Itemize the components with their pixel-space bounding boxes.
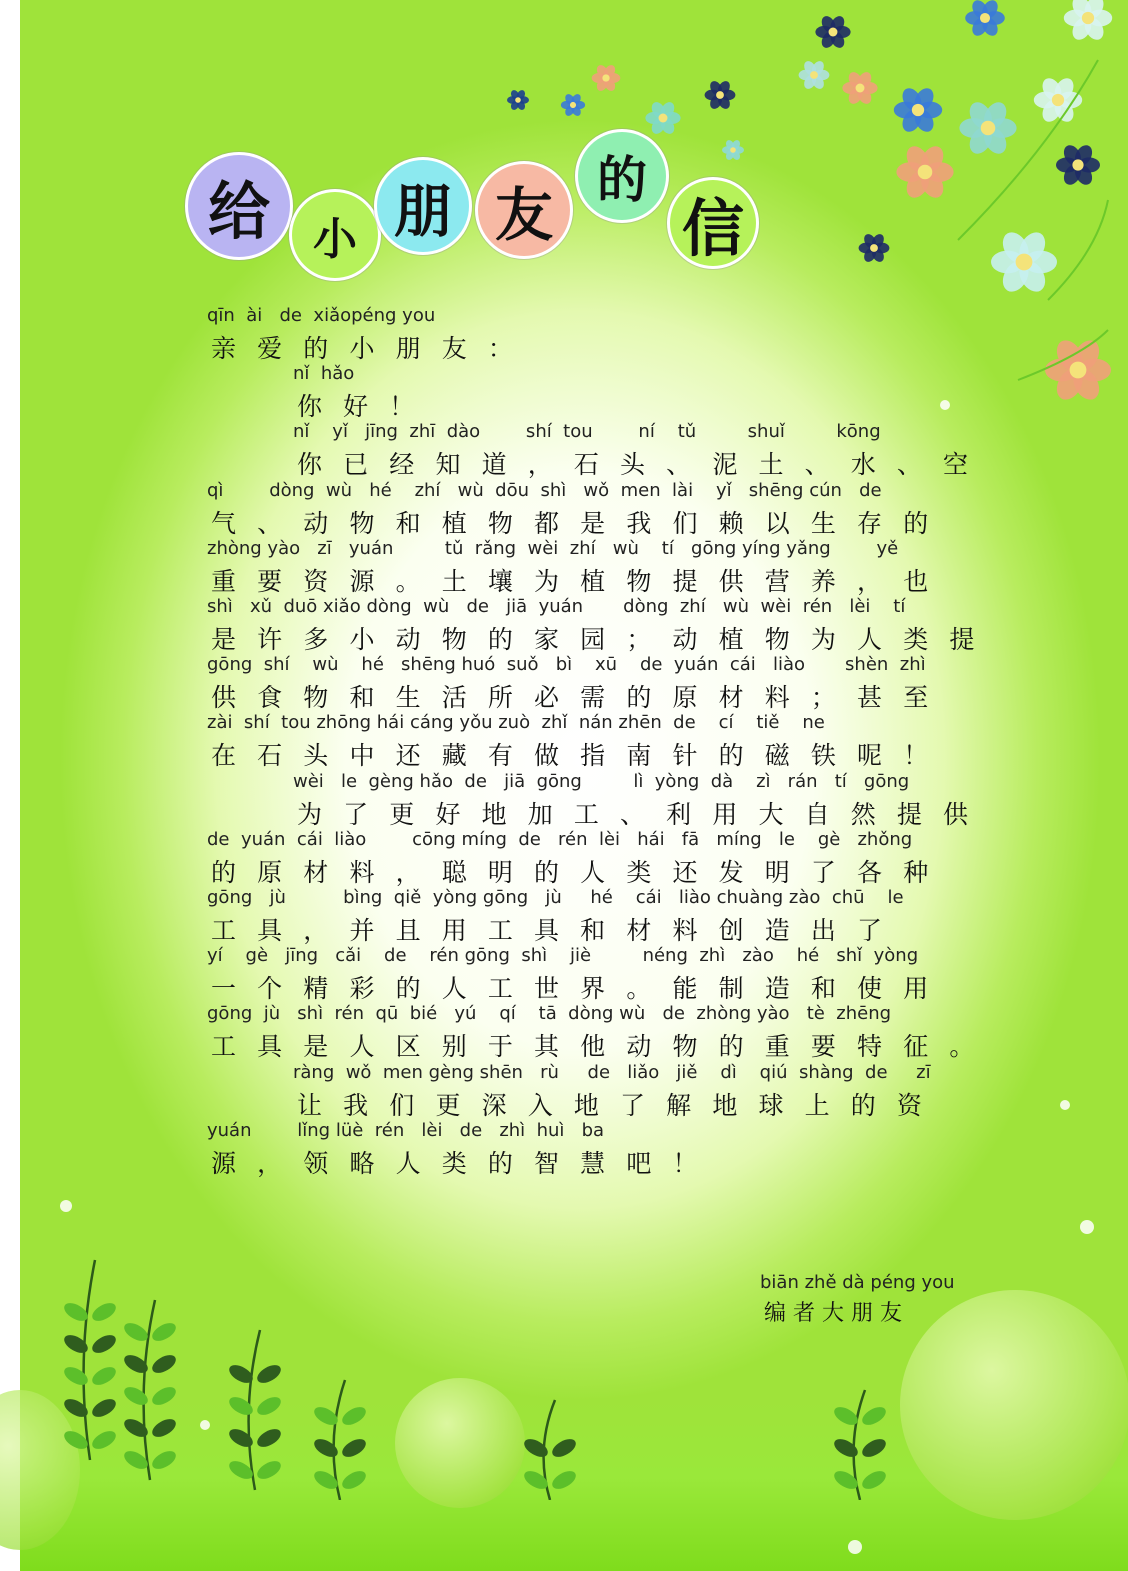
letter-line <box>205 829 975 887</box>
letter-line <box>205 1120 975 1178</box>
letter-line <box>205 363 975 421</box>
pinyin-row: qīn ài de xiǎopéng you <box>207 305 436 326</box>
hanzi-row: 供 食 物 和 生 活 所 必 需 的 原 材 料 ； 甚 至 <box>211 683 935 713</box>
title-char-4: 友 <box>478 164 570 256</box>
sparkle <box>1060 1100 1070 1110</box>
title-char-3: 朋 <box>377 160 469 252</box>
letter-line <box>205 1062 975 1120</box>
hanzi-row: 工 具 是 人 区 别 于 其 他 动 物 的 重 要 特 征 。 <box>211 1032 981 1062</box>
hanzi-row: 一 个 精 彩 的 人 工 世 界 。 能 制 造 和 使 用 <box>211 974 935 1004</box>
letter-line <box>205 1003 981 1062</box>
hanzi-row: 你 已 经 知 道 ， 石 头 、 泥 土 、 水 、 空 <box>297 450 975 480</box>
sparkle <box>848 1540 862 1554</box>
hanzi-row: 让 我 们 更 深 入 地 了 解 地 球 上 的 资 <box>297 1090 929 1120</box>
pinyin-row: qì dòng wù hé zhí wù dōu shì wǒ men lài yǐ shēng cún de <box>207 479 882 501</box>
letter-line <box>205 945 975 1003</box>
letter-line <box>205 771 975 829</box>
title-char-1: 给 <box>188 155 290 257</box>
letter-line <box>205 712 975 770</box>
pinyin-row: zài shí tou zhōng hái cáng yǒu zuò zhǐ nán zhēn de cí tiě ne <box>207 712 825 734</box>
letter-line <box>205 305 975 363</box>
title-char-6: 信 <box>670 180 756 266</box>
title-char-5: 的 <box>578 132 666 220</box>
page-margin <box>0 0 20 1571</box>
hanzi-row: 重 要 资 源 。 土 壤 为 植 物 提 供 营 养 ， 也 <box>211 566 935 596</box>
pinyin-row: nǐ hǎo <box>293 363 355 385</box>
hanzi-row: 你 好 ！ <box>297 392 421 422</box>
signature-text: 编 者 大 朋 友 <box>764 1301 902 1326</box>
pinyin-row: zhòng yào zī yuán tǔ rǎng wèi zhí wù tí gōng yíng yǎng yě <box>207 537 899 559</box>
pinyin-row: nǐ yǐ jīng zhī dào shí tou ní tǔ shuǐ kōng <box>293 421 881 443</box>
letter-line <box>205 480 975 538</box>
pinyin-row: wèi le gèng hǎo de jiā gōng lì yòng dà zì rán tí gōng <box>293 770 910 792</box>
pinyin-row: shì xǔ duō xiǎo dòng wù de jiā yuán dòng zhí wù wèi rén lèi tí <box>207 596 906 617</box>
hanzi-row: 是 许 多 小 动 物 的 家 园 ； 动 植 物 为 人 类 提 <box>211 625 981 654</box>
pinyin-row: gōng jù shì rén qū bié yú qí tā dòng wù de zhòng yào tè zhēng <box>207 1003 892 1025</box>
hanzi-row: 在 石 头 中 还 藏 有 做 指 南 针 的 磁 铁 呢 ！ <box>211 741 935 771</box>
hanzi-row: 源 ， 领 略 人 类 的 智 慧 吧 ！ <box>211 1148 705 1178</box>
hanzi-row: 工 具 ， 并 且 用 工 具 和 材 料 创 造 出 了 <box>211 916 889 945</box>
pinyin-row: gōng jù bìng qiě yòng gōng jù hé cái liào chuàng zào chū le <box>207 887 904 908</box>
title-char-2: 小 <box>292 192 378 278</box>
hanzi-row: 的 原 材 料 ， 聪 明 的 人 类 还 发 明 了 各 种 <box>211 857 935 887</box>
hanzi-row: 为 了 更 好 地 加 工 、 利 用 大 自 然 提 供 <box>297 799 975 829</box>
signature-pinyin: biān zhě dà péng you <box>760 1272 955 1293</box>
pinyin-row: de yuán cái liào cōng míng de rén lèi hái fā míng le gè zhǒng <box>207 828 913 850</box>
letter-line <box>205 654 975 712</box>
letter-line <box>205 538 975 596</box>
letter-line <box>205 887 975 945</box>
hanzi-row: 亲 爱 的 小 朋 友 ： <box>211 334 520 363</box>
sprout-plants <box>20 1200 1128 1500</box>
hanzi-row: 气 、 动 物 和 植 物 都 是 我 们 赖 以 生 存 的 <box>211 508 935 538</box>
pinyin-row: yuán lǐng lüè rén lèi de zhì huì ba <box>207 1119 605 1141</box>
letter-line <box>205 596 981 654</box>
pinyin-row: yí gè jīng cǎi de rén gōng shì jiè néng zhì zào hé shǐ yòng <box>207 945 919 967</box>
pinyin-row: gōng shí wù hé shēng huó suǒ bì xū de yuán cái liào shèn zhì <box>207 654 926 676</box>
pinyin-row: ràng wǒ men gèng shēn rù de liǎo jiě dì qiú shàng de zī <box>293 1061 931 1083</box>
letter-line <box>205 421 975 479</box>
